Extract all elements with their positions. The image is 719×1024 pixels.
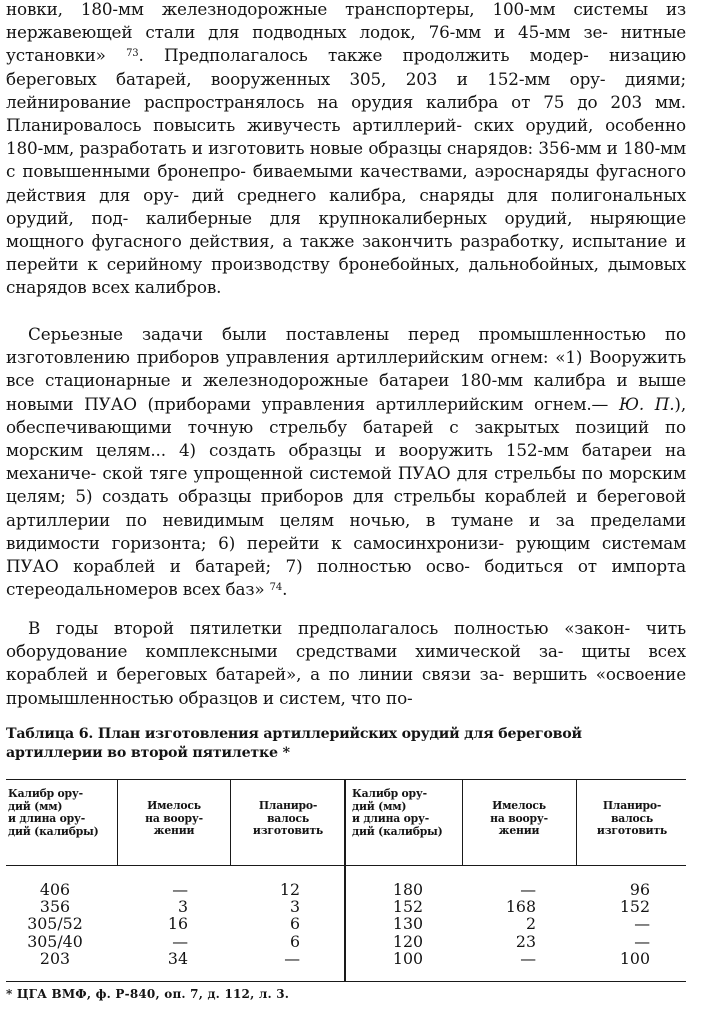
table-bottom-rule: [6, 981, 686, 982]
table-cell: —: [520, 948, 536, 968]
header-line: на воору-: [145, 811, 203, 825]
p1-line: калиберные для крупнокалиберных орудий, ныряющие мощного: [6, 207, 686, 252]
p3-line: вершить «освоение промышленностью образцов и систем, что по-: [6, 664, 686, 708]
header-line: валось: [610, 811, 653, 825]
p1-line: фугасного действия, а также закончить разработку, испытание и: [91, 231, 686, 252]
table-cell: 34: [167, 948, 188, 968]
header-line: Планиро-: [258, 799, 318, 812]
table-cell: 406: [39, 880, 71, 899]
author-initials: Ю. П.: [618, 393, 675, 414]
p2-line: ), обеспечивающими точную: [6, 393, 687, 437]
table-column-divider: [230, 780, 231, 865]
table-column-divider: [576, 780, 577, 865]
header-line: Планиро-: [602, 799, 662, 812]
header-line: дий (калибры): [8, 824, 99, 838]
p2-line: 180-мм калибра и выше новыми ПУАО (приборами управления: [6, 370, 687, 414]
table-caption: [6, 725, 646, 763]
table-cell: 16: [167, 914, 188, 934]
p2-line: стрельбу батарей с закрытых позиций по морским целям...: [6, 416, 687, 461]
header-had-right: [465, 800, 573, 838]
table-cell: 152: [619, 897, 650, 917]
header-line: Имелось: [147, 799, 201, 812]
table-header-rule: [6, 865, 686, 866]
header-had-left: [120, 800, 228, 838]
p2-line: Серьезные задачи были поставлены перед промышленностью: [28, 324, 646, 344]
header-line: жении: [153, 824, 195, 837]
p2-line: по изготовлению приборов управления артиллерийским огнем:: [6, 324, 686, 368]
p1-line: диями; лейнирование распространялось на орудия калибра от: [6, 68, 686, 112]
table-cell: 152: [392, 897, 424, 917]
table-cell: —: [634, 931, 650, 951]
table-cell: 12: [279, 880, 300, 899]
header-line: дий (мм): [352, 799, 407, 813]
header-line: и длина ору-: [352, 812, 429, 825]
column-caliber-left: [20, 881, 90, 967]
header-line: и длина ору-: [8, 812, 85, 825]
p2-line: ской тяге упрощенной системой ПУАО для стрельбы по морским: [102, 463, 686, 484]
table-cell: 168: [505, 897, 536, 917]
p1-line: перейти к серийному производству бронебойных, дальнобойных,: [6, 254, 599, 275]
header-caliber-left: [8, 788, 116, 838]
table-source-note: * ЦГА ВМФ, ф. Р-840, оп. 7, д. 112, л. 3.: [6, 987, 290, 1001]
table-cell: 130: [392, 914, 424, 934]
table-cell: —: [284, 948, 300, 968]
table-column-divider: [117, 780, 118, 865]
p1-line: образцы снарядов: 356-мм и 180-мм с повышенными бронепро-: [6, 138, 686, 182]
table-cell: 3: [177, 897, 188, 917]
table-cell: 23: [515, 931, 536, 951]
p1-line: дымовых снарядов всех калибров.: [6, 254, 686, 298]
p2-line: артиллерийским огнем.—: [375, 393, 619, 414]
p1-line: . Предполагалось также продолжить модер-: [138, 45, 589, 66]
table-cell: —: [172, 880, 188, 899]
header-line: Калибр ору-: [8, 787, 83, 800]
table-cell: 100: [392, 948, 424, 968]
table-caption-line-2: артиллерии во второй пятилетке *: [6, 745, 290, 761]
column-caliber-right: [378, 881, 438, 967]
table-half-divider: [344, 780, 346, 981]
footnote-ref-74: 74: [269, 582, 283, 594]
p3-line: В годы второй пятилетки предполагалось полностью «закон-: [28, 618, 631, 638]
header-line: изготовить: [252, 824, 324, 837]
table-cell: —: [172, 931, 188, 951]
table-cell: 100: [619, 948, 650, 968]
p1-line: ских орудий, особенно 180-мм, разработать и изготовить новые: [6, 115, 686, 159]
p1-line: из нержавеющей стали для подводных лодок, 76-мм и 45-мм зе-: [6, 0, 686, 43]
column-planned-left: [250, 881, 300, 967]
table-cell: 6: [289, 914, 300, 934]
table-cell: 356: [39, 897, 71, 917]
body-paragraph-3: [6, 617, 686, 710]
p2-line: целям; 5) создать образцы приборов для стрельбы кораблей и: [6, 486, 588, 507]
footnote-ref-73: 73: [126, 48, 139, 60]
table-cell: 120: [392, 931, 424, 951]
table-cell: 3: [289, 897, 300, 917]
p3-line: чить оборудование комплексными средствами химической за-: [6, 618, 687, 662]
table-top-rule: [6, 779, 686, 780]
column-had-left: [140, 881, 188, 967]
table-cell: 2: [525, 914, 536, 934]
header-line: валось: [266, 811, 309, 825]
header-line: на воору-: [490, 811, 548, 825]
p2-line: бодиться от импорта стереодальномеров всех баз»: [6, 556, 686, 600]
header-line: дий (калибры): [352, 824, 443, 838]
table-caption-line-1: Таблица 6. План изготовления артиллерийских орудий для береговой: [6, 726, 582, 742]
header-line: жении: [498, 824, 540, 837]
table-cell: —: [520, 880, 536, 899]
p2-line: пределами видимости горизонта; 6) перейти к самосинхронизи-: [6, 509, 686, 553]
header-caliber-right: [352, 788, 460, 838]
p2-line: рующим системам ПУАО кораблей и батарей; 7) полностью осво-: [6, 532, 686, 577]
column-planned-right: [600, 881, 650, 967]
header-line: Калибр ору-: [352, 787, 427, 800]
table-column-divider: [462, 780, 463, 865]
p1-line: 75 до 203 мм. Планировалось повысить живучесть артиллерий-: [6, 91, 686, 136]
p1-line: низацию береговых батарей, вооруженных 305, 203 и 152-мм ору-: [6, 45, 687, 89]
table-cell: 96: [629, 880, 650, 899]
p1-line: дий среднего калибра, снаряды для полигональных орудий, под-: [6, 184, 687, 228]
p2-line: «1) Вооружить все стационарные и железнодорожные батареи: [6, 347, 686, 391]
header-planned-right: [579, 800, 685, 838]
table-cell: 203: [39, 948, 71, 968]
p1-line: биваемыми качествами, аэроснаряды фугасного действия для ору-: [6, 161, 687, 205]
p2-end: .: [282, 579, 288, 600]
table-cell: 6: [289, 931, 300, 951]
header-line: дий (мм): [8, 799, 63, 813]
p2-line: береговой артиллерии по невидимым целям ночью, в тумане и за: [6, 486, 686, 530]
p1-line: новки, 180-мм железнодорожные транспортеры, 100-мм системы: [6, 0, 648, 19]
body-paragraph-2: [6, 323, 686, 601]
header-planned-left: [233, 800, 343, 838]
p1-line: нитные установки»: [6, 22, 686, 66]
header-line: изготовить: [596, 824, 668, 837]
column-had-right: [490, 881, 536, 967]
header-line: Имелось: [492, 799, 546, 812]
table-cell: 180: [392, 880, 424, 899]
table-cell: 305/40: [27, 931, 83, 951]
table-cell: 305/52: [27, 914, 83, 934]
p3-line: щиты всех кораблей и береговых батарей», а по линии связи за-: [6, 641, 687, 685]
body-paragraph-1: [6, 0, 686, 300]
table-cell: —: [634, 914, 650, 934]
p2-line: 4) создать образцы и вооружить 152-мм батареи на механиче-: [6, 440, 687, 484]
